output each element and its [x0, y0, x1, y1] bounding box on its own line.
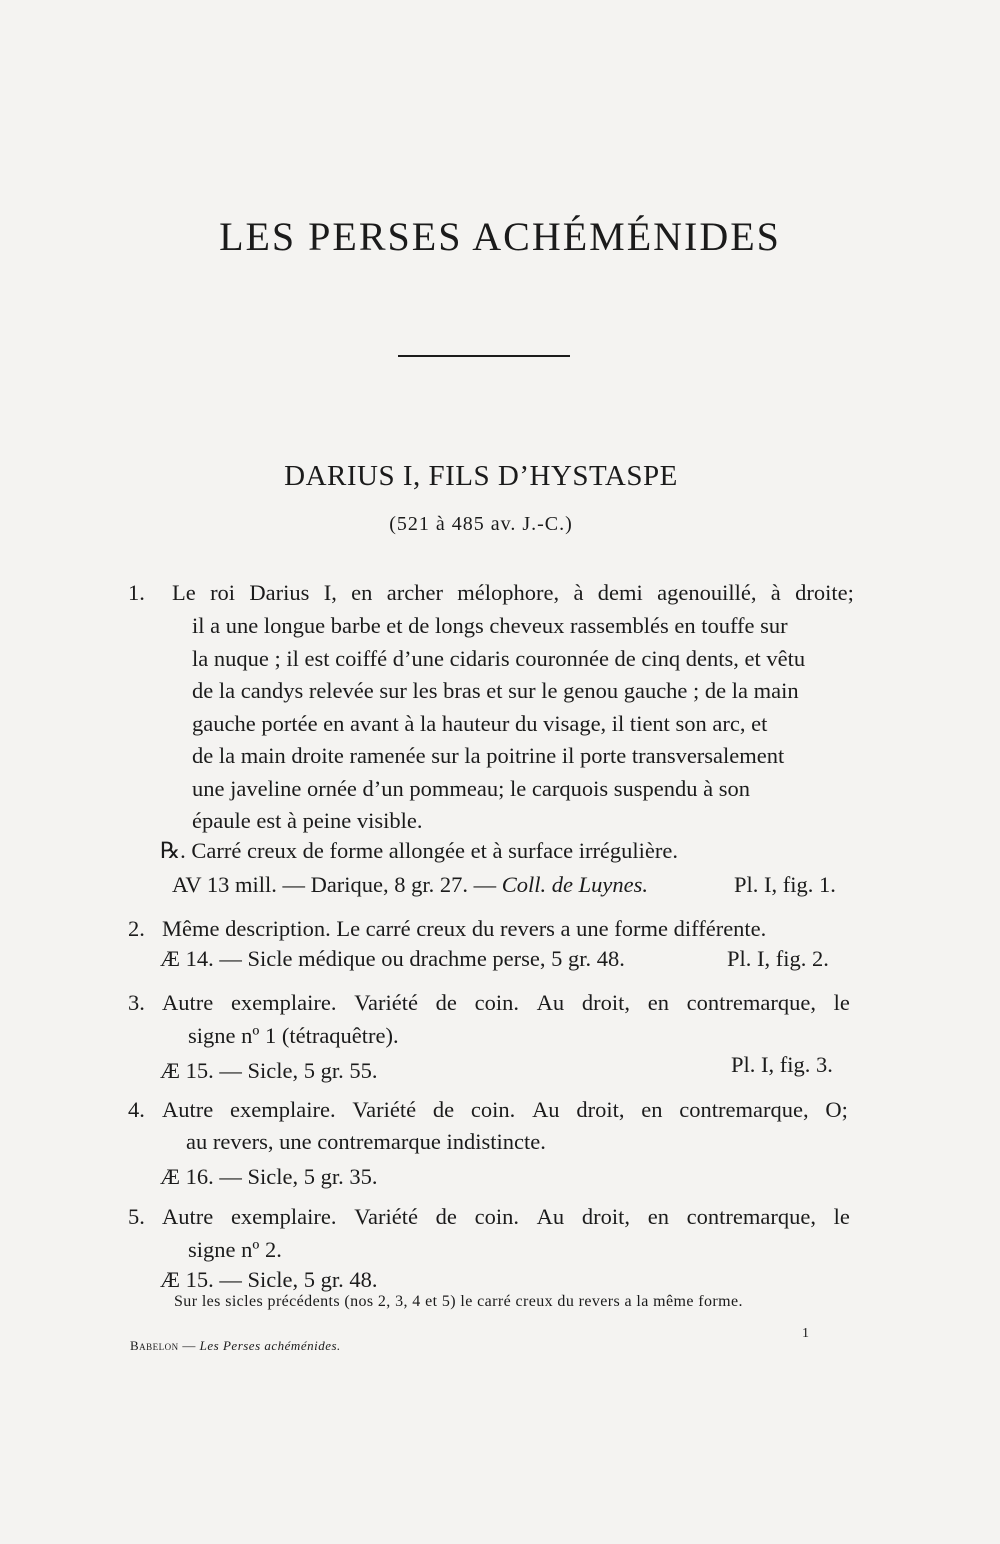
entry-5-metal: Æ 15. — Sicle, 5 gr. 48.	[160, 1267, 378, 1292]
footer-separator: —	[182, 1338, 196, 1353]
entry-number: 1.	[128, 580, 145, 605]
metal-weight: AV 13 mill. — Darique, 8 gr. 27. —	[172, 872, 497, 897]
entry-line: Le roi Darius I, en archer mélophore, à demi agenouillé, à droite;	[172, 580, 854, 605]
footer-work: Les Perses achéménides.	[199, 1338, 341, 1353]
plate-reference: Pl. I, fig. 1.	[734, 872, 836, 897]
entry-line: Même description. Le carré creux du revers a une forme différente.	[162, 916, 767, 941]
plate-reference: Pl. I, fig. 2.	[727, 946, 829, 971]
section-dates: (521 à 485 av. J.-C.)	[389, 513, 573, 535]
page-title: LES PERSES ACHÉMÉNIDES	[219, 214, 781, 259]
title-rule	[398, 355, 570, 357]
entry-2-metal: Æ 14. — Sicle médique ou drachme perse, 5 gr. 48.	[160, 946, 625, 971]
entry-1-metal	[172, 872, 648, 898]
entry-line: gauche portée en avant à la hauteur du visage, il tient son arc, et	[192, 710, 768, 736]
entry-line: la nuque ; il est coiffé d’une cidaris couronnée de cinq dents, et vêtu	[192, 645, 806, 671]
entry-number: 3.	[128, 990, 145, 1015]
entry-4-metal: Æ 16. — Sicle, 5 gr. 35.	[160, 1164, 378, 1189]
entry-line: au revers, une contremarque indistincte.	[186, 1129, 546, 1154]
entry-line: signe nº 1 (tétraquêtre).	[188, 1023, 399, 1048]
signature-mark: 1	[802, 1326, 809, 1341]
entry-line: Autre exemplaire. Variété de coin. Au droit, en contremarque, le	[162, 1204, 850, 1229]
footer-author: Babelon	[130, 1338, 179, 1353]
entry-line: il a une longue barbe et de longs cheveux rassemblés en touffe sur	[192, 613, 788, 638]
entry-line: de la main droite ramenée sur la poitrine il porte transversalement	[192, 743, 785, 768]
section-title: DARIUS I, FILS D’HYSTASPE	[284, 460, 678, 492]
entry-line: épaule est à peine visible.	[192, 808, 423, 833]
entry-line: Autre exemplaire. Variété de coin. Au droit, en contremarque, O;	[162, 1097, 848, 1122]
entry-line: Autre exemplaire. Variété de coin. Au droit, en contremarque, le	[162, 990, 850, 1015]
entry-line: de la candys relevée sur les bras et sur le genou gauche ; de la main	[192, 678, 799, 703]
entry-number: 2.	[128, 916, 145, 941]
entry-number: 5.	[128, 1204, 145, 1229]
entry-number: 4.	[128, 1097, 145, 1122]
footnote: Sur les sicles précédents (nos 2, 3, 4 et 5) le carré creux du revers a la même forme.	[174, 1293, 743, 1310]
entry-line: signe nº 2.	[188, 1237, 282, 1262]
entry-1-reverse: ℞. Carré creux de forme allongée et à surface irrégulière.	[160, 838, 679, 863]
entry-3-metal: Æ 15. — Sicle, 5 gr. 55.	[160, 1058, 378, 1083]
page-footer	[130, 1338, 341, 1354]
entry-line: une javeline ornée d’un pommeau; le carquois suspendu à son	[192, 775, 750, 801]
collection-name: Coll. de Luynes.	[501, 872, 649, 897]
plate-reference: Pl. I, fig. 3.	[731, 1052, 833, 1077]
